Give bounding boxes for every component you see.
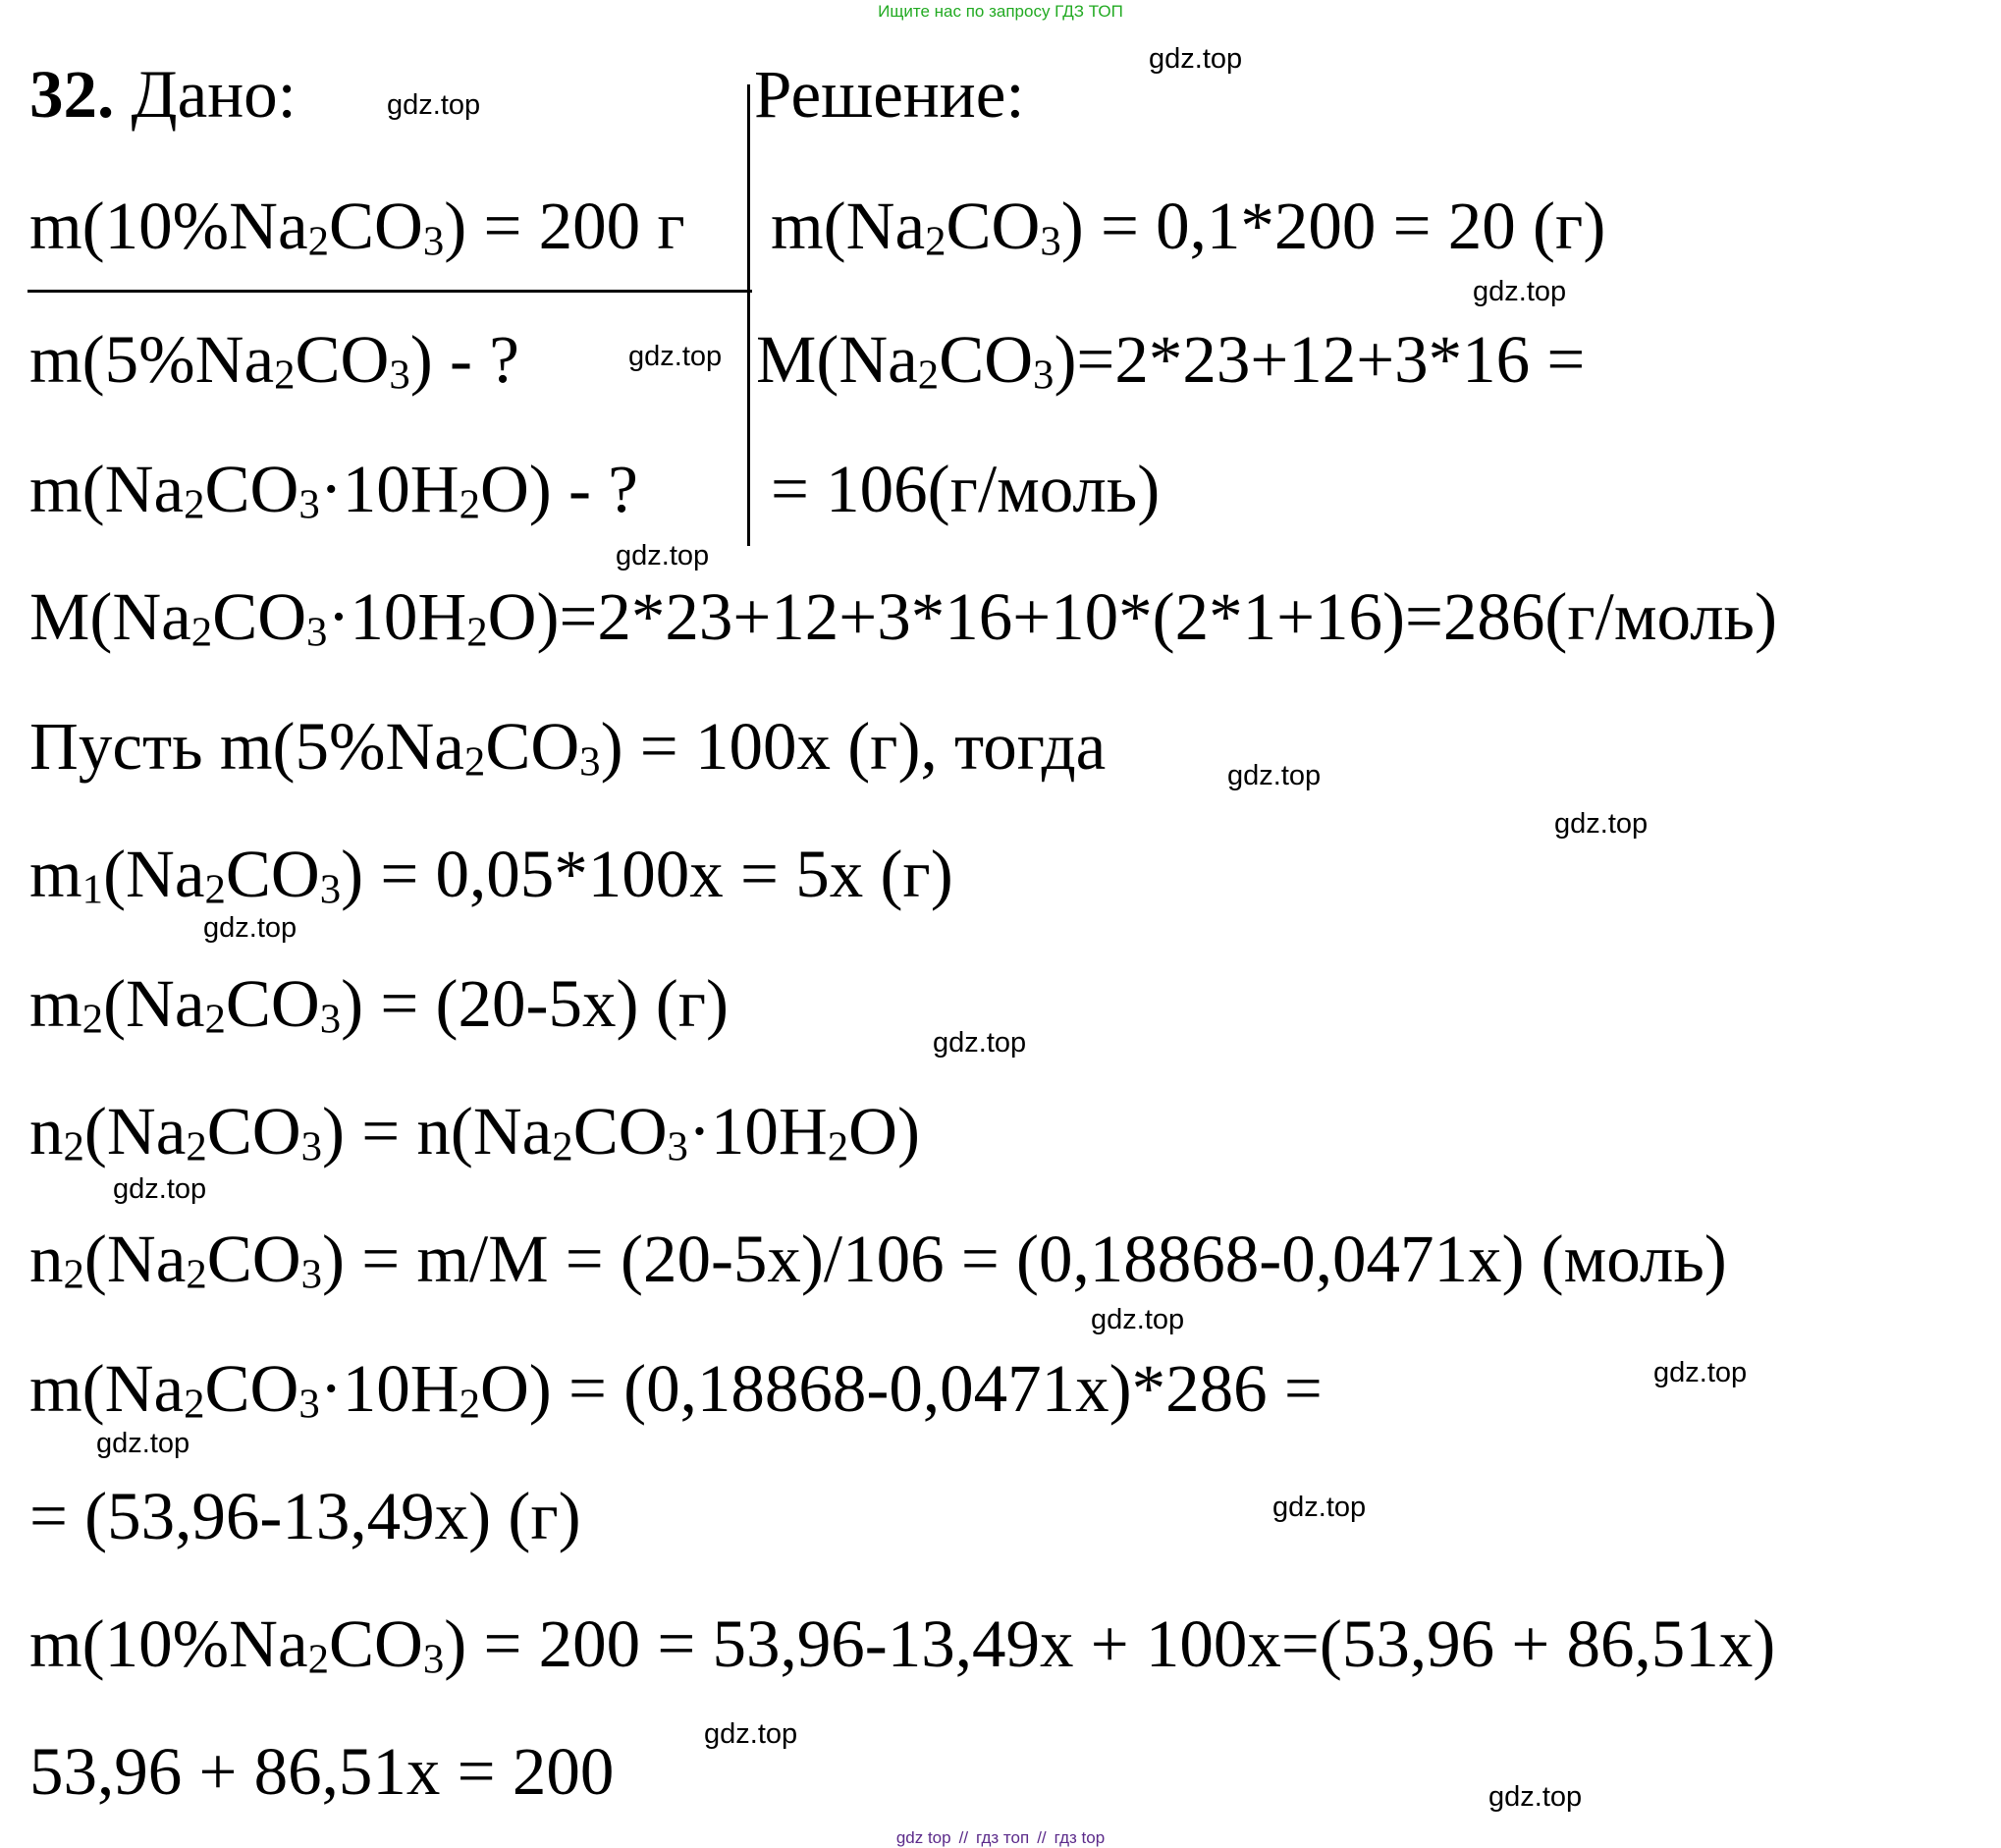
body-line-3: $m_1(Na_2CO_3) = 0,05*100x = 5x$ (г)	[29, 837, 953, 913]
footer-separator: //	[1037, 1828, 1047, 1847]
watermark: gdz.top	[616, 540, 710, 571]
body-line-10: 53,96 + 86,51x = 200	[29, 1734, 615, 1809]
body-line-8: = (53,96-13,49x) (г)	[29, 1479, 581, 1553]
given-line-1: $m(10\%Na_2CO_3) = 200$ г	[29, 189, 685, 265]
problem-number: 32.	[29, 57, 115, 132]
footer-link-gdz-top[interactable]: gdz top	[895, 1828, 951, 1847]
watermark: gdz.top	[387, 89, 481, 121]
watermark: gdz.top	[203, 912, 297, 944]
body-line-6: $n_2(Na_2CO_3) = m/M = (20-5x)/106 = (0,18868-0,0471x)$ (моль)	[29, 1222, 1727, 1298]
watermark: gdz.top	[1554, 808, 1649, 840]
watermark: gdz.top	[1091, 1304, 1185, 1335]
watermark: gdz.top	[933, 1027, 1027, 1059]
given-line-3: $m(Na_2CO_3\cdot 10H_2O)$ - ?	[29, 452, 638, 528]
watermark: gdz.top	[1473, 276, 1567, 307]
footer-links	[0, 1828, 2001, 1848]
body-line-4: $m_2(Na_2CO_3) = (20-5x)$ (г)	[29, 966, 729, 1043]
watermark: gdz.top	[1272, 1492, 1367, 1523]
search-hint-link[interactable]: Ищите нас по запросу ГДЗ ТОП	[878, 2, 1123, 21]
body-line-5: $n_2(Na_2CO_3) = n(Na_2CO_3\cdot 10H_2O)$	[29, 1094, 920, 1170]
solution-label: Решение:	[754, 57, 1025, 132]
watermark: gdz.top	[1653, 1357, 1748, 1388]
watermark: gdz.top	[1488, 1781, 1583, 1813]
footer-separator: //	[958, 1828, 969, 1847]
watermark: gdz.top	[96, 1428, 190, 1459]
watermark: gdz.top	[704, 1718, 798, 1750]
body-line-7: $m(Na_2CO_3\cdot 10H_2O) = (0,18868-0,0471x)*286$ =	[29, 1351, 1323, 1428]
given-line-2: $m(5\%Na_2CO_3)$ - ?	[29, 322, 519, 399]
solution-line-3: = 106(г/моль)	[771, 452, 1161, 526]
solution-line-1: $m(Na_2CO_3) = 0,1*200 = 20$ (г)	[771, 189, 1606, 265]
solution-line-2: $M(Na_2CO_3)=2*23+12+3*16$ =	[756, 322, 1586, 399]
body-line-9: $m(10\%Na_2CO_3) = 200 = 53,96-13,49x + 100x=(53,96 + 86,51x)$	[29, 1606, 1776, 1683]
watermark: gdz.top	[1149, 43, 1243, 75]
given-divider-line	[27, 290, 752, 293]
footer-link-gdz-top-mixed[interactable]: гдз top	[1054, 1828, 1106, 1847]
problem-title	[29, 57, 297, 132]
watermark: gdz.top	[113, 1173, 207, 1205]
vertical-divider-line	[747, 84, 750, 546]
watermark: gdz.top	[1227, 760, 1322, 791]
watermark: gdz.top	[628, 341, 723, 372]
body-line-2: Пусть $m(5\%Na_2CO_3) = 100x$ (г), тогда	[29, 709, 1107, 786]
given-label: Дано:	[131, 57, 297, 132]
body-line-1: $M(Na_2CO_3\cdot 10H_2O)=2*23+12+3*16+10*(2*1+16)=286(г/моль)$	[29, 579, 1777, 656]
footer-link-gdz-top-ru[interactable]: гдз топ	[976, 1828, 1030, 1847]
